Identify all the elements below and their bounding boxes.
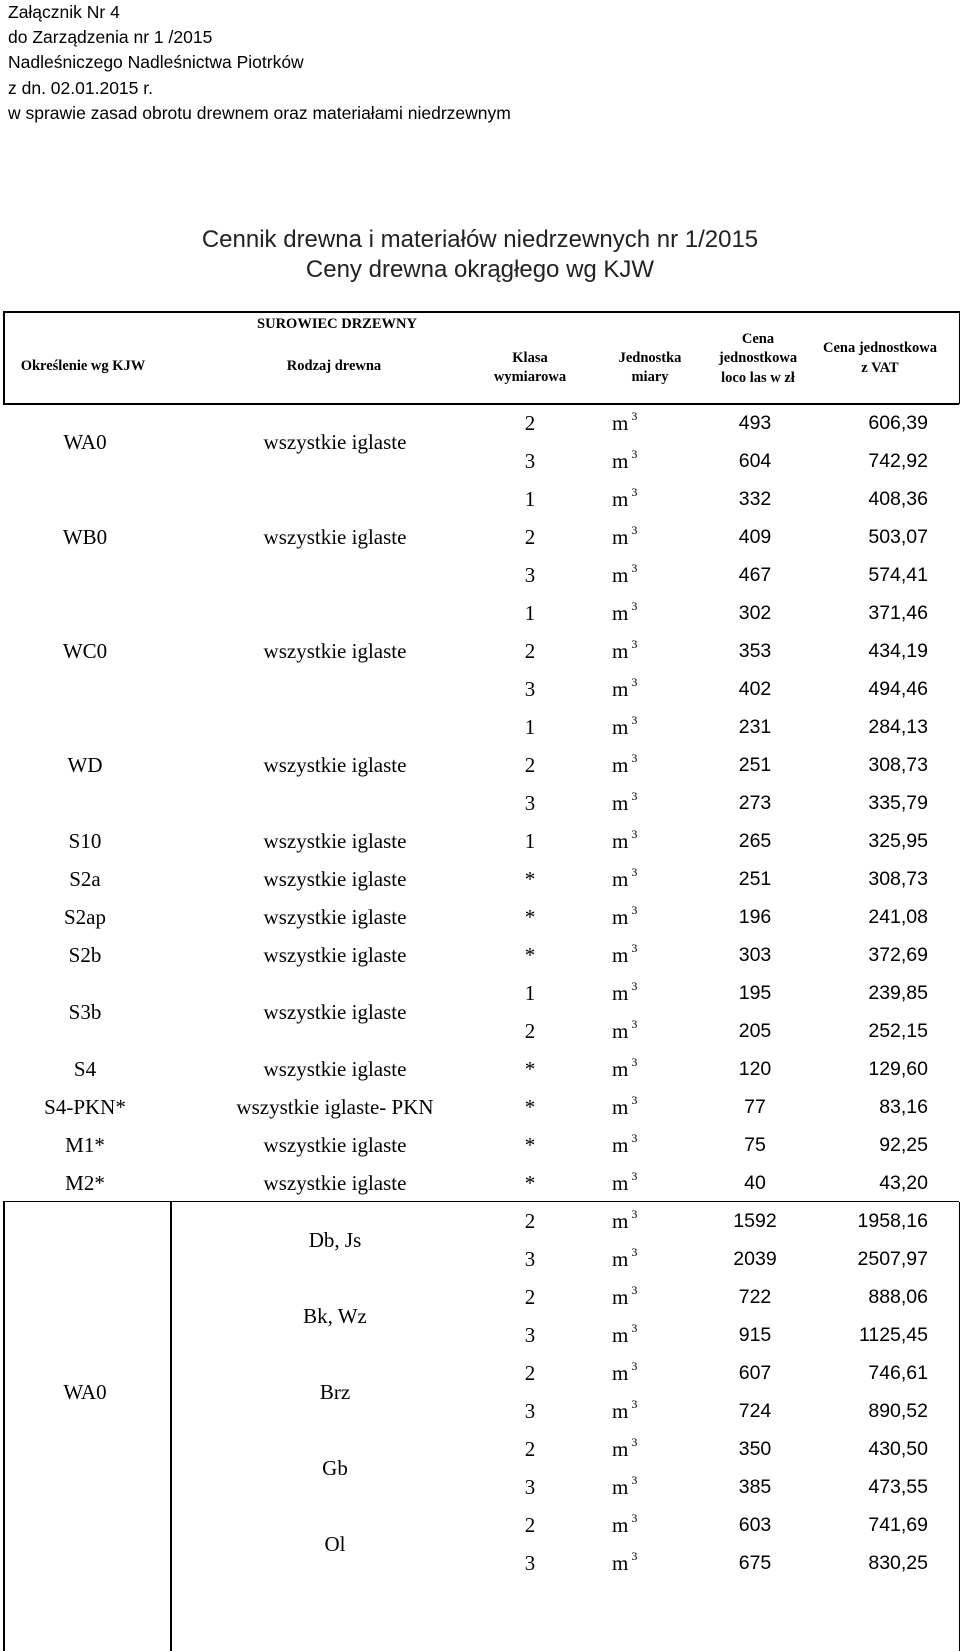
- unit-cell: [612, 1242, 672, 1276]
- price-vat-cell: 284,13: [868, 716, 928, 738]
- unit-cell: [612, 862, 672, 896]
- unit-label: m: [612, 905, 629, 929]
- group-header: SUROWIEC DRZEWNY: [257, 316, 417, 332]
- rodzaj-cell: wszystkie iglaste: [263, 753, 407, 777]
- unit-label: m: [612, 1551, 629, 1575]
- rodzaj-cell: Bk, Wz: [303, 1304, 367, 1328]
- klasa-cell: *: [524, 943, 536, 967]
- price-vat-cell: 503,07: [868, 526, 928, 548]
- price-vat-cell: 43,20: [879, 1172, 928, 1194]
- rodzaj-cell: wszystkie iglaste: [263, 829, 407, 853]
- unit-label: m: [612, 1285, 629, 1309]
- unit-cell: [612, 1090, 672, 1124]
- column-header-vat: z VAT: [861, 360, 899, 376]
- rodzaj-cell: Gb: [322, 1456, 348, 1480]
- unit-label: m: [612, 601, 629, 625]
- group-separator: [3, 1201, 959, 1202]
- unit-exponent: 3: [631, 903, 638, 917]
- rodzaj-cell: wszystkie iglaste: [263, 1057, 407, 1081]
- unit-label: m: [612, 829, 629, 853]
- klasa-cell: 1: [524, 601, 536, 625]
- price-vat-cell: 371,46: [868, 602, 928, 624]
- price-cell: 75: [744, 1134, 766, 1156]
- kjw-cell: M1*: [65, 1133, 105, 1157]
- rodzaj-cell: Db, Js: [308, 1228, 362, 1252]
- klasa-cell: 2: [524, 1019, 536, 1043]
- unit-exponent: 3: [631, 1017, 638, 1031]
- rodzaj-cell: wszystkie iglaste: [263, 867, 407, 891]
- unit-label: m: [612, 981, 629, 1005]
- price-vat-cell: 574,41: [868, 564, 928, 586]
- klasa-cell: 2: [524, 525, 536, 549]
- klasa-cell: 3: [524, 677, 536, 701]
- unit-cell: [612, 558, 672, 592]
- unit-cell: [612, 1508, 672, 1542]
- kjw-cell: WD: [67, 753, 103, 777]
- unit-cell: [612, 444, 672, 478]
- rodzaj-cell: wszystkie iglaste: [263, 525, 407, 549]
- price-vat-cell: 890,52: [868, 1400, 928, 1422]
- unit-exponent: 3: [631, 1207, 638, 1221]
- klasa-cell: 1: [524, 829, 536, 853]
- klasa-cell: 3: [524, 1475, 536, 1499]
- price-vat-cell: 888,06: [868, 1286, 928, 1308]
- unit-label: m: [612, 1361, 629, 1385]
- unit-label: m: [612, 677, 629, 701]
- price-cell: 205: [738, 1020, 772, 1042]
- klasa-cell: 3: [524, 1399, 536, 1423]
- table-top-border: [3, 311, 959, 313]
- unit-cell: [612, 406, 672, 440]
- lisciaste-left-border: [3, 1202, 5, 1651]
- unit-cell: [612, 1318, 672, 1352]
- unit-cell: [612, 672, 672, 706]
- unit-cell: [612, 900, 672, 934]
- klasa-cell: 1: [524, 981, 536, 1005]
- klasa-cell: *: [524, 867, 536, 891]
- kjw-cell: S4: [73, 1057, 97, 1081]
- unit-label: m: [612, 1171, 629, 1195]
- price-vat-cell: 308,73: [868, 868, 928, 890]
- kjw-cell: WB0: [62, 525, 108, 549]
- klasa-cell: 2: [524, 1513, 536, 1537]
- price-vat-cell: 434,19: [868, 640, 928, 662]
- price-cell: 1592: [733, 1210, 777, 1232]
- price-vat-cell: 372,69: [868, 944, 928, 966]
- title-line: Cennik drewna i materiałów niedrzewnych nr 1/2015: [201, 226, 759, 253]
- price-vat-cell: 335,79: [868, 792, 928, 814]
- unit-exponent: 3: [631, 1055, 638, 1069]
- unit-label: m: [612, 1247, 629, 1271]
- klasa-cell: 3: [524, 1323, 536, 1347]
- unit-cell: [612, 786, 672, 820]
- unit-exponent: 3: [631, 1321, 638, 1335]
- unit-exponent: 3: [631, 865, 638, 879]
- rodzaj-cell: Ol: [324, 1532, 346, 1556]
- unit-cell: [612, 748, 672, 782]
- unit-label: m: [612, 943, 629, 967]
- price-cell: 40: [744, 1172, 766, 1194]
- price-cell: 231: [738, 716, 772, 738]
- unit-exponent: 3: [631, 1549, 638, 1563]
- price-cell: 467: [738, 564, 772, 586]
- unit-label: m: [612, 1133, 629, 1157]
- klasa-cell: *: [524, 1095, 536, 1119]
- kjw-cell: S2ap: [64, 905, 106, 929]
- unit-cell: [612, 596, 672, 630]
- price-vat-cell: 430,50: [868, 1438, 928, 1460]
- price-cell: 120: [738, 1058, 772, 1080]
- unit-label: m: [612, 715, 629, 739]
- price-cell: 195: [738, 982, 772, 1004]
- column-header-cena: jednostkowa: [718, 350, 798, 366]
- price-cell: 273: [738, 792, 772, 814]
- unit-label: m: [612, 525, 629, 549]
- unit-label: m: [612, 1323, 629, 1347]
- unit-exponent: 3: [631, 1435, 638, 1449]
- klasa-cell: 2: [524, 1437, 536, 1461]
- price-vat-cell: 308,73: [868, 754, 928, 776]
- rodzaj-cell: wszystkie iglaste: [263, 639, 407, 663]
- price-vat-cell: 1125,45: [858, 1324, 928, 1346]
- unit-cell: [612, 482, 672, 516]
- column-header-jednostka: Jednostka: [618, 350, 682, 366]
- unit-exponent: 3: [631, 1093, 638, 1107]
- kjw-cell: M2*: [65, 1171, 105, 1195]
- unit-exponent: 3: [631, 599, 638, 613]
- column-header-klasa: wymiarowa: [493, 369, 567, 385]
- price-vat-cell: 83,16: [879, 1096, 928, 1118]
- header-line: w sprawie zasad obrotu drewnem oraz materiałami niedrzewnym: [8, 102, 511, 123]
- rodzaj-cell: wszystkie iglaste: [263, 943, 407, 967]
- price-cell: 409: [738, 526, 772, 548]
- price-cell: 77: [744, 1096, 766, 1118]
- unit-exponent: 3: [631, 1511, 638, 1525]
- unit-cell: [612, 1546, 672, 1580]
- unit-label: m: [612, 1437, 629, 1461]
- unit-cell: [612, 976, 672, 1010]
- unit-cell: [612, 1166, 672, 1200]
- header-bottom-border: [3, 403, 959, 405]
- unit-label: m: [612, 411, 629, 435]
- price-cell: 2039: [733, 1248, 777, 1270]
- unit-label: m: [612, 449, 629, 473]
- klasa-cell: 3: [524, 563, 536, 587]
- unit-label: m: [612, 867, 629, 891]
- unit-cell: [612, 520, 672, 554]
- header-line: do Zarządzenia nr 1 /2015: [8, 27, 213, 48]
- price-cell: 402: [738, 678, 772, 700]
- unit-exponent: 3: [631, 1131, 638, 1145]
- price-cell: 265: [738, 830, 772, 852]
- unit-exponent: 3: [631, 1473, 638, 1487]
- unit-label: m: [612, 1399, 629, 1423]
- price-cell: 603: [738, 1514, 772, 1536]
- unit-exponent: 3: [631, 827, 638, 841]
- unit-exponent: 3: [631, 523, 638, 537]
- price-cell: 196: [738, 906, 772, 928]
- klasa-cell: 1: [524, 487, 536, 511]
- unit-cell: [612, 1014, 672, 1048]
- klasa-cell: 2: [524, 1361, 536, 1385]
- column-header-cena: Cena: [741, 331, 775, 347]
- klasa-cell: *: [524, 1057, 536, 1081]
- price-vat-cell: 408,36: [868, 488, 928, 510]
- unit-cell: [612, 1204, 672, 1238]
- price-cell: 251: [738, 868, 772, 890]
- unit-exponent: 3: [631, 1397, 638, 1411]
- price-cell: 332: [738, 488, 772, 510]
- unit-cell: [612, 1470, 672, 1504]
- klasa-cell: 2: [524, 411, 536, 435]
- unit-exponent: 3: [631, 637, 638, 651]
- klasa-cell: 2: [524, 1209, 536, 1233]
- price-cell: 493: [738, 412, 772, 434]
- price-cell: 385: [738, 1476, 772, 1498]
- unit-label: m: [612, 1095, 629, 1119]
- kjw-cell: WC0: [62, 639, 108, 663]
- klasa-cell: 2: [524, 1285, 536, 1309]
- unit-exponent: 3: [631, 789, 638, 803]
- unit-label: m: [612, 563, 629, 587]
- kjw-cell: WA0: [63, 1380, 107, 1404]
- rodzaj-cell: wszystkie iglaste- PKN: [236, 1095, 434, 1119]
- unit-exponent: 3: [631, 485, 638, 499]
- unit-exponent: 3: [631, 447, 638, 461]
- rodzaj-cell: wszystkie iglaste: [263, 1133, 407, 1157]
- unit-label: m: [612, 1057, 629, 1081]
- price-vat-cell: 741,69: [868, 1514, 928, 1536]
- unit-exponent: 3: [631, 1169, 638, 1183]
- price-cell: 722: [738, 1286, 772, 1308]
- rodzaj-cell: Brz: [319, 1380, 351, 1404]
- price-cell: 675: [738, 1552, 772, 1574]
- kjw-cell: S2a: [69, 867, 101, 891]
- lisciaste-divider: [170, 1202, 172, 1651]
- price-cell: 353: [738, 640, 772, 662]
- unit-label: m: [612, 1513, 629, 1537]
- klasa-cell: 2: [524, 639, 536, 663]
- rodzaj-cell: wszystkie iglaste: [263, 905, 407, 929]
- rodzaj-cell: wszystkie iglaste: [263, 1000, 407, 1024]
- unit-cell: [612, 1280, 672, 1314]
- unit-cell: [612, 710, 672, 744]
- unit-exponent: 3: [631, 409, 638, 423]
- unit-cell: [612, 1356, 672, 1390]
- unit-label: m: [612, 487, 629, 511]
- unit-exponent: 3: [631, 979, 638, 993]
- column-header-vat: Cena jednostkowa: [823, 340, 937, 356]
- kjw-cell: S10: [68, 829, 102, 853]
- unit-exponent: 3: [631, 1245, 638, 1259]
- price-cell: 607: [738, 1362, 772, 1384]
- price-cell: 604: [738, 450, 772, 472]
- klasa-cell: 3: [524, 449, 536, 473]
- price-vat-cell: 830,25: [868, 1552, 928, 1574]
- klasa-cell: 2: [524, 753, 536, 777]
- unit-cell: [612, 1394, 672, 1428]
- price-vat-cell: 92,25: [879, 1134, 928, 1156]
- column-header-rodzaj: Rodzaj drewna: [286, 358, 382, 374]
- unit-exponent: 3: [631, 1359, 638, 1373]
- price-vat-cell: 325,95: [868, 830, 928, 852]
- subtitle-line: Ceny drewna okrągłego wg KJW: [305, 256, 655, 283]
- unit-exponent: 3: [631, 561, 638, 575]
- unit-cell: [612, 938, 672, 972]
- header-line: Nadleśniczego Nadleśnictwa Piotrków: [8, 52, 304, 73]
- header-line: z dn. 02.01.2015 r.: [8, 77, 153, 98]
- unit-cell: [612, 1052, 672, 1086]
- klasa-cell: *: [524, 905, 536, 929]
- price-vat-cell: 2507,97: [857, 1248, 928, 1270]
- price-vat-cell: 746,61: [868, 1362, 928, 1384]
- price-vat-cell: 1958,16: [857, 1210, 928, 1232]
- unit-exponent: 3: [631, 713, 638, 727]
- price-vat-cell: 494,46: [868, 678, 928, 700]
- price-cell: 350: [738, 1438, 772, 1460]
- unit-label: m: [612, 753, 629, 777]
- price-vat-cell: 129,60: [868, 1058, 928, 1080]
- price-cell: 724: [738, 1400, 772, 1422]
- unit-label: m: [612, 1475, 629, 1499]
- unit-exponent: 3: [631, 751, 638, 765]
- price-vat-cell: 473,55: [868, 1476, 928, 1498]
- unit-cell: [612, 1128, 672, 1162]
- klasa-cell: 3: [524, 791, 536, 815]
- kjw-cell: WA0: [63, 430, 107, 454]
- unit-cell: [612, 824, 672, 858]
- klasa-cell: *: [524, 1171, 536, 1195]
- price-vat-cell: 239,85: [868, 982, 928, 1004]
- klasa-cell: *: [524, 1133, 536, 1157]
- kjw-cell: S2b: [68, 943, 102, 967]
- rodzaj-cell: wszystkie iglaste: [263, 1171, 407, 1195]
- price-vat-cell: 742,92: [868, 450, 928, 472]
- kjw-cell: S4-PKN*: [44, 1095, 126, 1119]
- rodzaj-cell: wszystkie iglaste: [263, 430, 407, 454]
- price-cell: 303: [738, 944, 772, 966]
- price-cell: 251: [738, 754, 772, 776]
- column-header-kjw: Określenie wg KJW: [20, 358, 146, 374]
- klasa-cell: 3: [524, 1551, 536, 1575]
- price-cell: 915: [738, 1324, 772, 1346]
- kjw-cell: S3b: [68, 1000, 102, 1024]
- column-header-cena: loco las w zł: [721, 370, 795, 386]
- price-vat-cell: 252,15: [868, 1020, 928, 1042]
- unit-label: m: [612, 1209, 629, 1233]
- unit-exponent: 3: [631, 675, 638, 689]
- klasa-cell: 1: [524, 715, 536, 739]
- unit-cell: [612, 634, 672, 668]
- price-vat-cell: 241,08: [868, 906, 928, 928]
- unit-exponent: 3: [631, 1283, 638, 1297]
- unit-label: m: [612, 1019, 629, 1043]
- unit-exponent: 3: [631, 941, 638, 955]
- klasa-cell: 3: [524, 1247, 536, 1271]
- column-header-klasa: Klasa: [512, 350, 548, 366]
- header-line: Załącznik Nr 4: [8, 2, 120, 22]
- price-vat-cell: 606,39: [868, 412, 928, 434]
- unit-label: m: [612, 791, 629, 815]
- unit-label: m: [612, 639, 629, 663]
- column-header-jednostka: miary: [631, 369, 669, 385]
- unit-cell: [612, 1432, 672, 1466]
- price-cell: 302: [738, 602, 772, 624]
